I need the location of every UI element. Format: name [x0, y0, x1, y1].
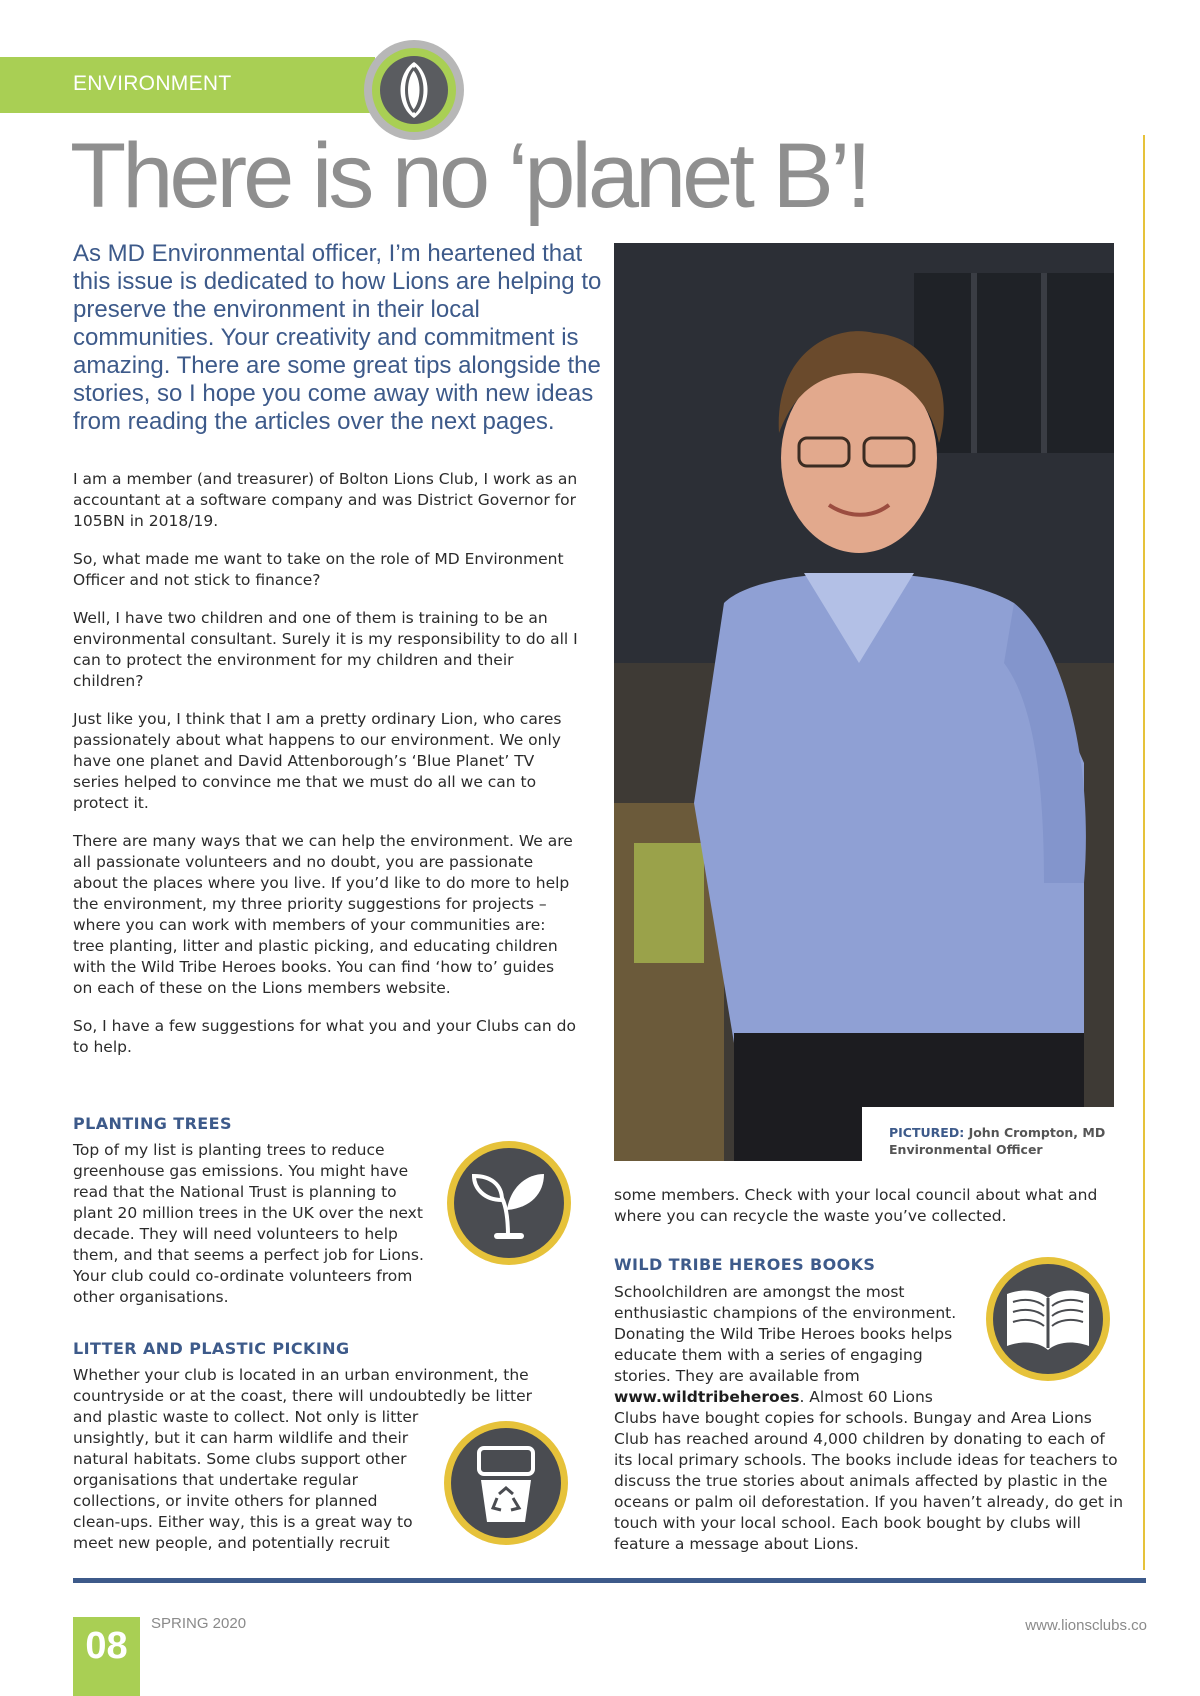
litter-text-continued: some members. Check with your local council about what and where you can recycle the waste you’ve collected.	[614, 1186, 1098, 1225]
wildtribeheroes-link[interactable]: www.wildtribeheroes	[614, 1388, 800, 1406]
caption-label: PICTURED:	[889, 1125, 965, 1140]
books-text-wide: Clubs have bought copies for schools. Bungay and Area Lions Club has reached around 4,000 children by donating to each of its local primary schools. The books include ideas for teachers to discuss the true stories about animals affected by plastic in the oceans or palm oil deforestation. If you haven’t already, do get in touch with your local school. Each book bought by clubs will feature a message about Lions.	[614, 1409, 1124, 1553]
recycle-bin-icon	[441, 1418, 571, 1548]
books-link-after: . Almost 60 Lions	[799, 1388, 933, 1406]
article-body	[73, 469, 578, 1075]
litter-text-wide: Whether your club is located in an urban environment, the countryside or at the coast, there will undoubtedly be litter	[73, 1366, 533, 1405]
body-paragraph: There are many ways that we can help the environment. We are all passionate volunteers and no doubt, you are passionate about the places where you live. If you’d like to do more to help the environment, my three priority suggestions for projects – where you can work with members of your communities are: tree planting, litter and plastic picking, and educating children with the Wild Tribe Heroes books. You can find ‘how to’ guides on each of these on the Lions members website.	[73, 832, 573, 997]
website-link[interactable]: www.lionsclubs.co	[1025, 1617, 1147, 1634]
footer-rule	[73, 1578, 1146, 1583]
photo-caption	[889, 1124, 1114, 1158]
article-title: There is no ‘planet B’!	[70, 125, 868, 227]
open-book-icon	[983, 1254, 1113, 1384]
planting-heading: PLANTING TREES	[73, 1114, 232, 1133]
section-label: ENVIRONMENT	[73, 72, 232, 95]
article-lead: As MD Environmental officer, I’m heartened that this issue is dedicated to how Lions are helping to preserve the environment in their local communities. Your creativity and commitment is amazing. There are some great tips alongside the stories, so I hope you come away with new ideas from reading the articles over the next pages.	[73, 240, 602, 435]
caption-text: John Crompton, MD Environmental Officer	[889, 1125, 1106, 1157]
body-paragraph: Just like you, I think that I am a pretty ordinary Lion, who cares passionately about what happens to our environment. We only have one planet and David Attenborough’s ‘Blue Planet’ TV series helped to convince me that we must do all we can to protect it.	[73, 710, 562, 812]
litter-text-narrow: and plastic waste to collect. Not only is litter unsightly, but it can harm wildlife and their natural habitats. Some clubs support other organisations that undertake regular collections, or invite others for planned clean-ups. Either way, this is a great way to meet new people, and potentially recruit	[73, 1408, 419, 1552]
books-text-intro: Schoolchildren are amongst the most enthusiastic champions of the environment. Donating the Wild Tribe Heroes books helps educate them with a series of engaging stories. They are available from	[614, 1283, 957, 1385]
page-margin-rule	[1143, 135, 1145, 1570]
books-heading: WILD TRIBE HEROES BOOKS	[614, 1255, 876, 1274]
page-number: 08	[85, 1625, 128, 1667]
body-paragraph: I am a member (and treasurer) of Bolton Lions Club, I work as an accountant at a software company and was District Governor for 105BN in 2018/19.	[73, 470, 578, 530]
litter-heading: LITTER AND PLASTIC PICKING	[73, 1339, 350, 1358]
portrait-photo	[614, 243, 1114, 1161]
books-text-narrow	[614, 1282, 969, 1408]
body-paragraph: Well, I have two children and one of them is training to be an environmental consultant. Surely it is my responsibility to do all I can to protect the environment for my children and their children?	[73, 609, 578, 690]
plant-icon	[444, 1138, 574, 1268]
body-paragraph: So, what made me want to take on the role of MD Environment Officer and not stick to finance?	[73, 550, 564, 589]
issue-label: SPRING 2020	[151, 1615, 247, 1632]
planting-text: Top of my list is planting trees to reduce greenhouse gas emissions. You might have read that the National Trust is planning to plant 20 million trees in the UK over the next decade. They will need volunteers to help them, and that seems a perfect job for Lions. Your club could co-ordinate volunteers from other organisations.	[73, 1141, 424, 1306]
body-paragraph: So, I have a few suggestions for what you and your Clubs can do to help.	[73, 1017, 576, 1056]
portrait-illustration	[614, 243, 1114, 1161]
